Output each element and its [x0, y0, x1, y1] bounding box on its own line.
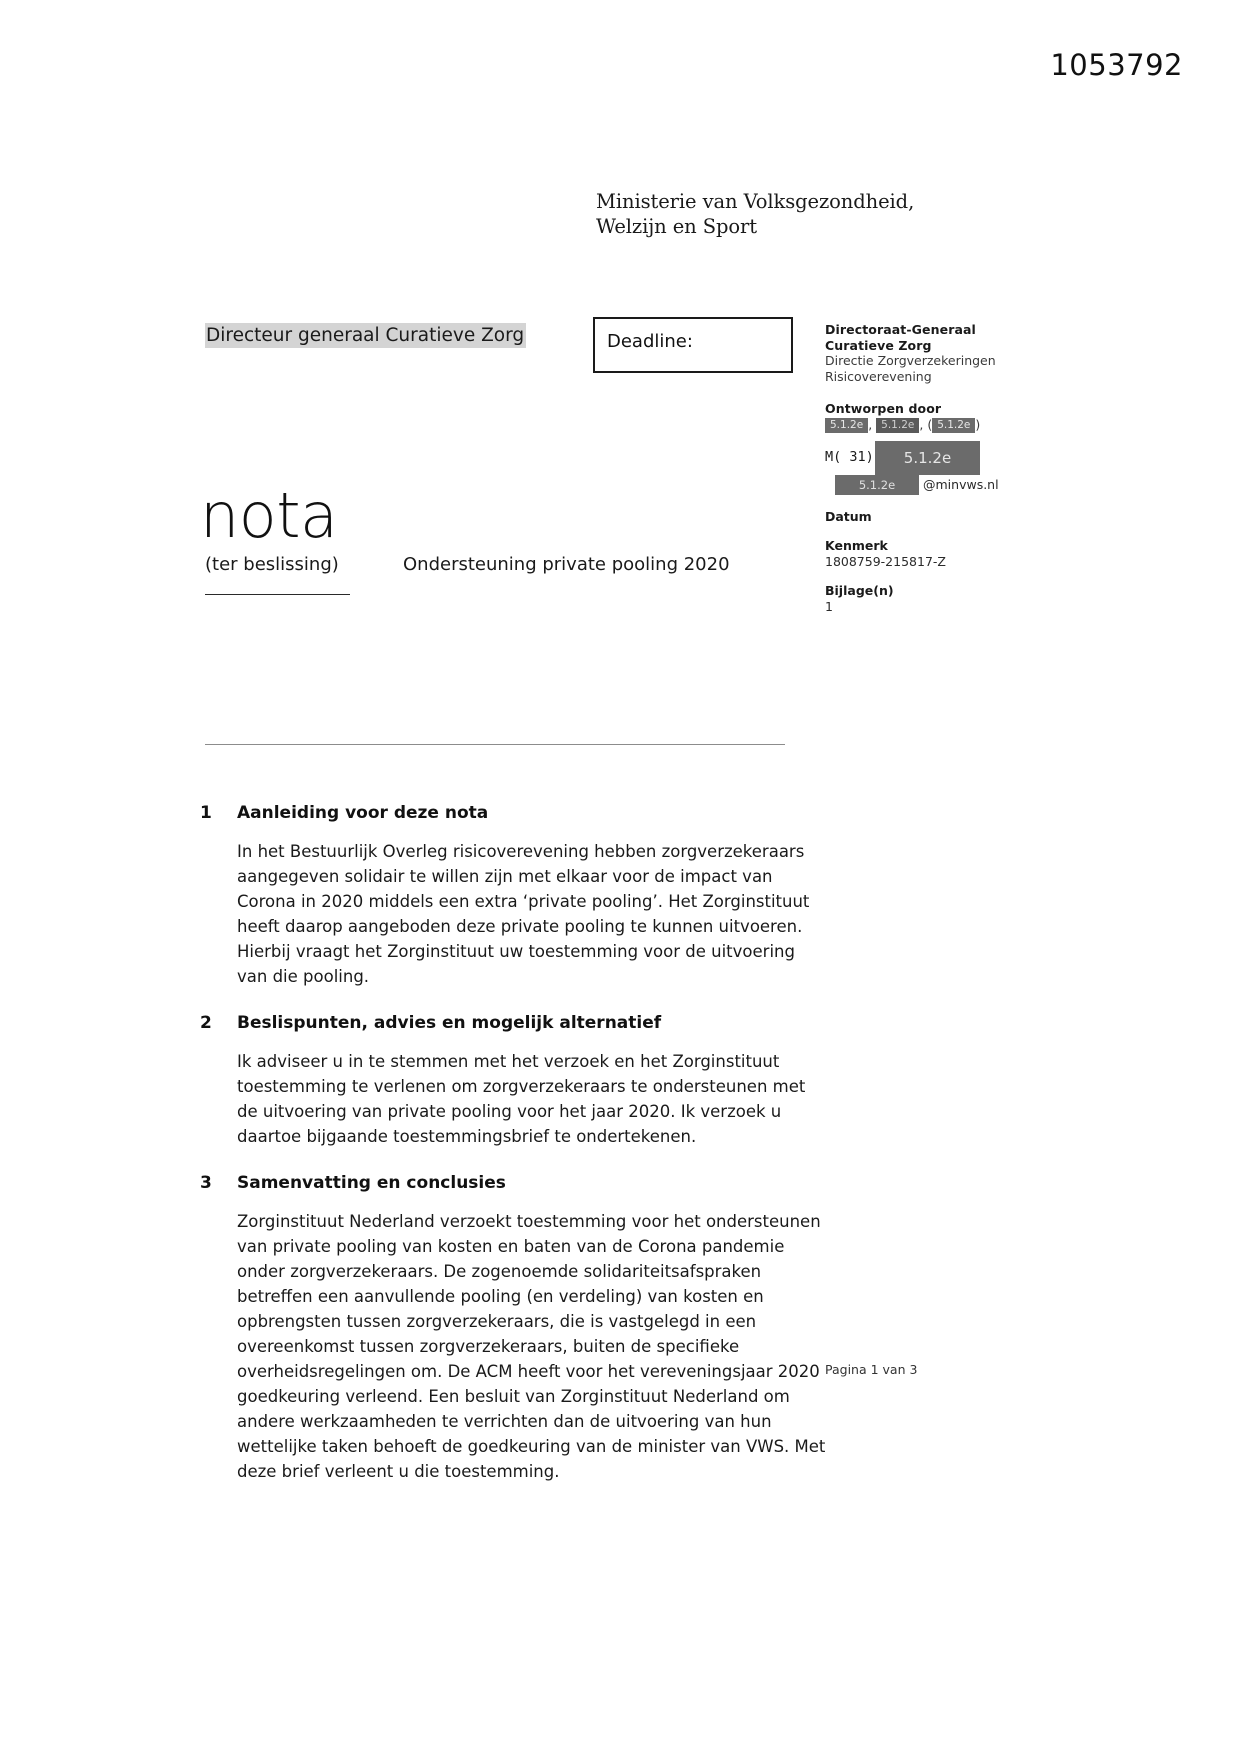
- page-title: nota: [200, 479, 338, 552]
- ministry-wordmark: [596, 189, 914, 239]
- designed-by-sep-1: ,: [868, 416, 873, 432]
- ministry-line-1: Ministerie van Volksgezondheid,: [596, 190, 915, 213]
- redaction-box-1: 5.1.2e: [825, 418, 868, 433]
- designed-by-label: Ontworpen door: [825, 401, 942, 416]
- contact-phone-prefix: M( 31): [825, 449, 874, 465]
- sidebar-dept-line-2: Risicoverevening: [825, 368, 932, 384]
- title-subject: Ondersteuning private pooling 2020: [403, 554, 730, 575]
- deadline-label: Deadline:: [607, 331, 693, 352]
- designed-by-sep-2: ,: [919, 416, 924, 432]
- section-3-number: 3: [200, 1173, 212, 1193]
- sidebar-metadata: [825, 322, 1065, 433]
- section-1: [200, 803, 830, 989]
- meta-block: [825, 509, 1075, 615]
- sidebar-spacer: [825, 384, 1065, 401]
- section-1-heading: [200, 803, 830, 823]
- sidebar-dept-line-1: Directie Zorgverzekeringen: [825, 353, 996, 368]
- deadline-box: [593, 317, 793, 373]
- title-underline: [205, 594, 350, 595]
- page-footer: Pagina 1 van 3: [825, 1362, 918, 1377]
- document-body: [200, 779, 830, 1486]
- section-2: [200, 1013, 830, 1149]
- ministry-line-2: Welzijn en Sport: [596, 215, 757, 238]
- section-1-number: 1: [200, 803, 212, 823]
- section-2-number: 2: [200, 1013, 212, 1033]
- redaction-box-3: 5.1.2e: [932, 418, 975, 433]
- section-3-title: Samenvatting en conclusies: [237, 1173, 506, 1193]
- page-sheet: [88, 104, 1153, 1609]
- meta-spacer-2: [825, 570, 1075, 583]
- section-1-text: In het Bestuurlijk Overleg risicoverevening hebben zorgverzekeraars aangegeven solidair te willen zijn met elkaar voor de impact van Corona in 2020 middels een extra ‘private pooling’. Het Zorginstituut heeft daarop aangeboden deze private pooling te kunnen uitvoeren. Hierbij vraagt het Zorginstituut uw toestemming voor de uitvoering van die pooling.: [237, 842, 810, 986]
- title-kind: (ter beslissing): [205, 554, 339, 575]
- section-3: [200, 1173, 830, 1484]
- bijlage-label: Bijlage(n): [825, 583, 894, 598]
- meta-spacer-1: [825, 525, 1075, 538]
- kenmerk-value: 1808759-215817-Z: [825, 554, 946, 569]
- sidebar-org-line-1: Directoraat-Generaal: [825, 322, 976, 337]
- section-3-heading: [200, 1173, 830, 1193]
- section-1-title: Aanleiding voor deze nota: [237, 803, 489, 823]
- content-divider: [205, 744, 785, 745]
- title-subline: [205, 554, 825, 575]
- redaction-box-2: 5.1.2e: [876, 418, 919, 433]
- bijlage-value: 1: [825, 599, 833, 614]
- contact-block: [825, 441, 1075, 495]
- redaction-box-email: 5.1.2e: [835, 475, 919, 495]
- designed-by-paren-open: (: [927, 416, 933, 432]
- contact-email-domain: @minvws.nl: [923, 477, 999, 492]
- sidebar-org-line-2: Curatieve Zorg: [825, 337, 932, 353]
- redaction-box-phone: 5.1.2e: [875, 441, 980, 475]
- datum-label: Datum: [825, 509, 872, 524]
- section-3-text: Zorginstituut Nederland verzoekt toestemming voor het ondersteunen van private pooling van kosten en baten van de Corona pandemie onder zorgverzekeraars. De zogenoemde solidariteitsafspraken betreffen een aanvullende pooling (en verdeling) van kosten en opbrengsten tussen zorgverzekeraars, die is vastgelegd in een overeenkomst tussen zorgverzekeraars, buiten de specifieke overheidsregelingen om. De ACM heeft voor het vereveningsjaar 2020 goedkeuring verleend. Een besluit van Zorginstituut Nederland om andere werkzaamheden te verrichten dan de uitvoering van hun wettelijke taken behoeft de goedkeuring van de minister van VWS. Met deze brief verleent u die toestemming.: [237, 1212, 826, 1481]
- designed-by-paren-close: ): [975, 416, 981, 432]
- section-2-title: Beslispunten, advies en mogelijk alternatief: [237, 1013, 662, 1033]
- addressee-line: Directeur generaal Curatieve Zorg: [206, 325, 525, 346]
- section-2-heading: [200, 1013, 830, 1033]
- contact-email-row: [825, 475, 1075, 495]
- kenmerk-label: Kenmerk: [825, 538, 888, 553]
- contact-phone-row: [825, 441, 1075, 475]
- document-number: 1053792: [1050, 48, 1183, 82]
- designed-by-values: [825, 417, 1065, 433]
- section-2-text: Ik adviseer u in te stemmen met het verzoek en het Zorginstituut toestemming te verlenen om zorgverzekeraars te ondersteunen met de uitvoering van private pooling voor het jaar 2020. Ik verzoek u daartoe bijgaande toestemmingsbrief te ondertekenen.: [237, 1052, 806, 1146]
